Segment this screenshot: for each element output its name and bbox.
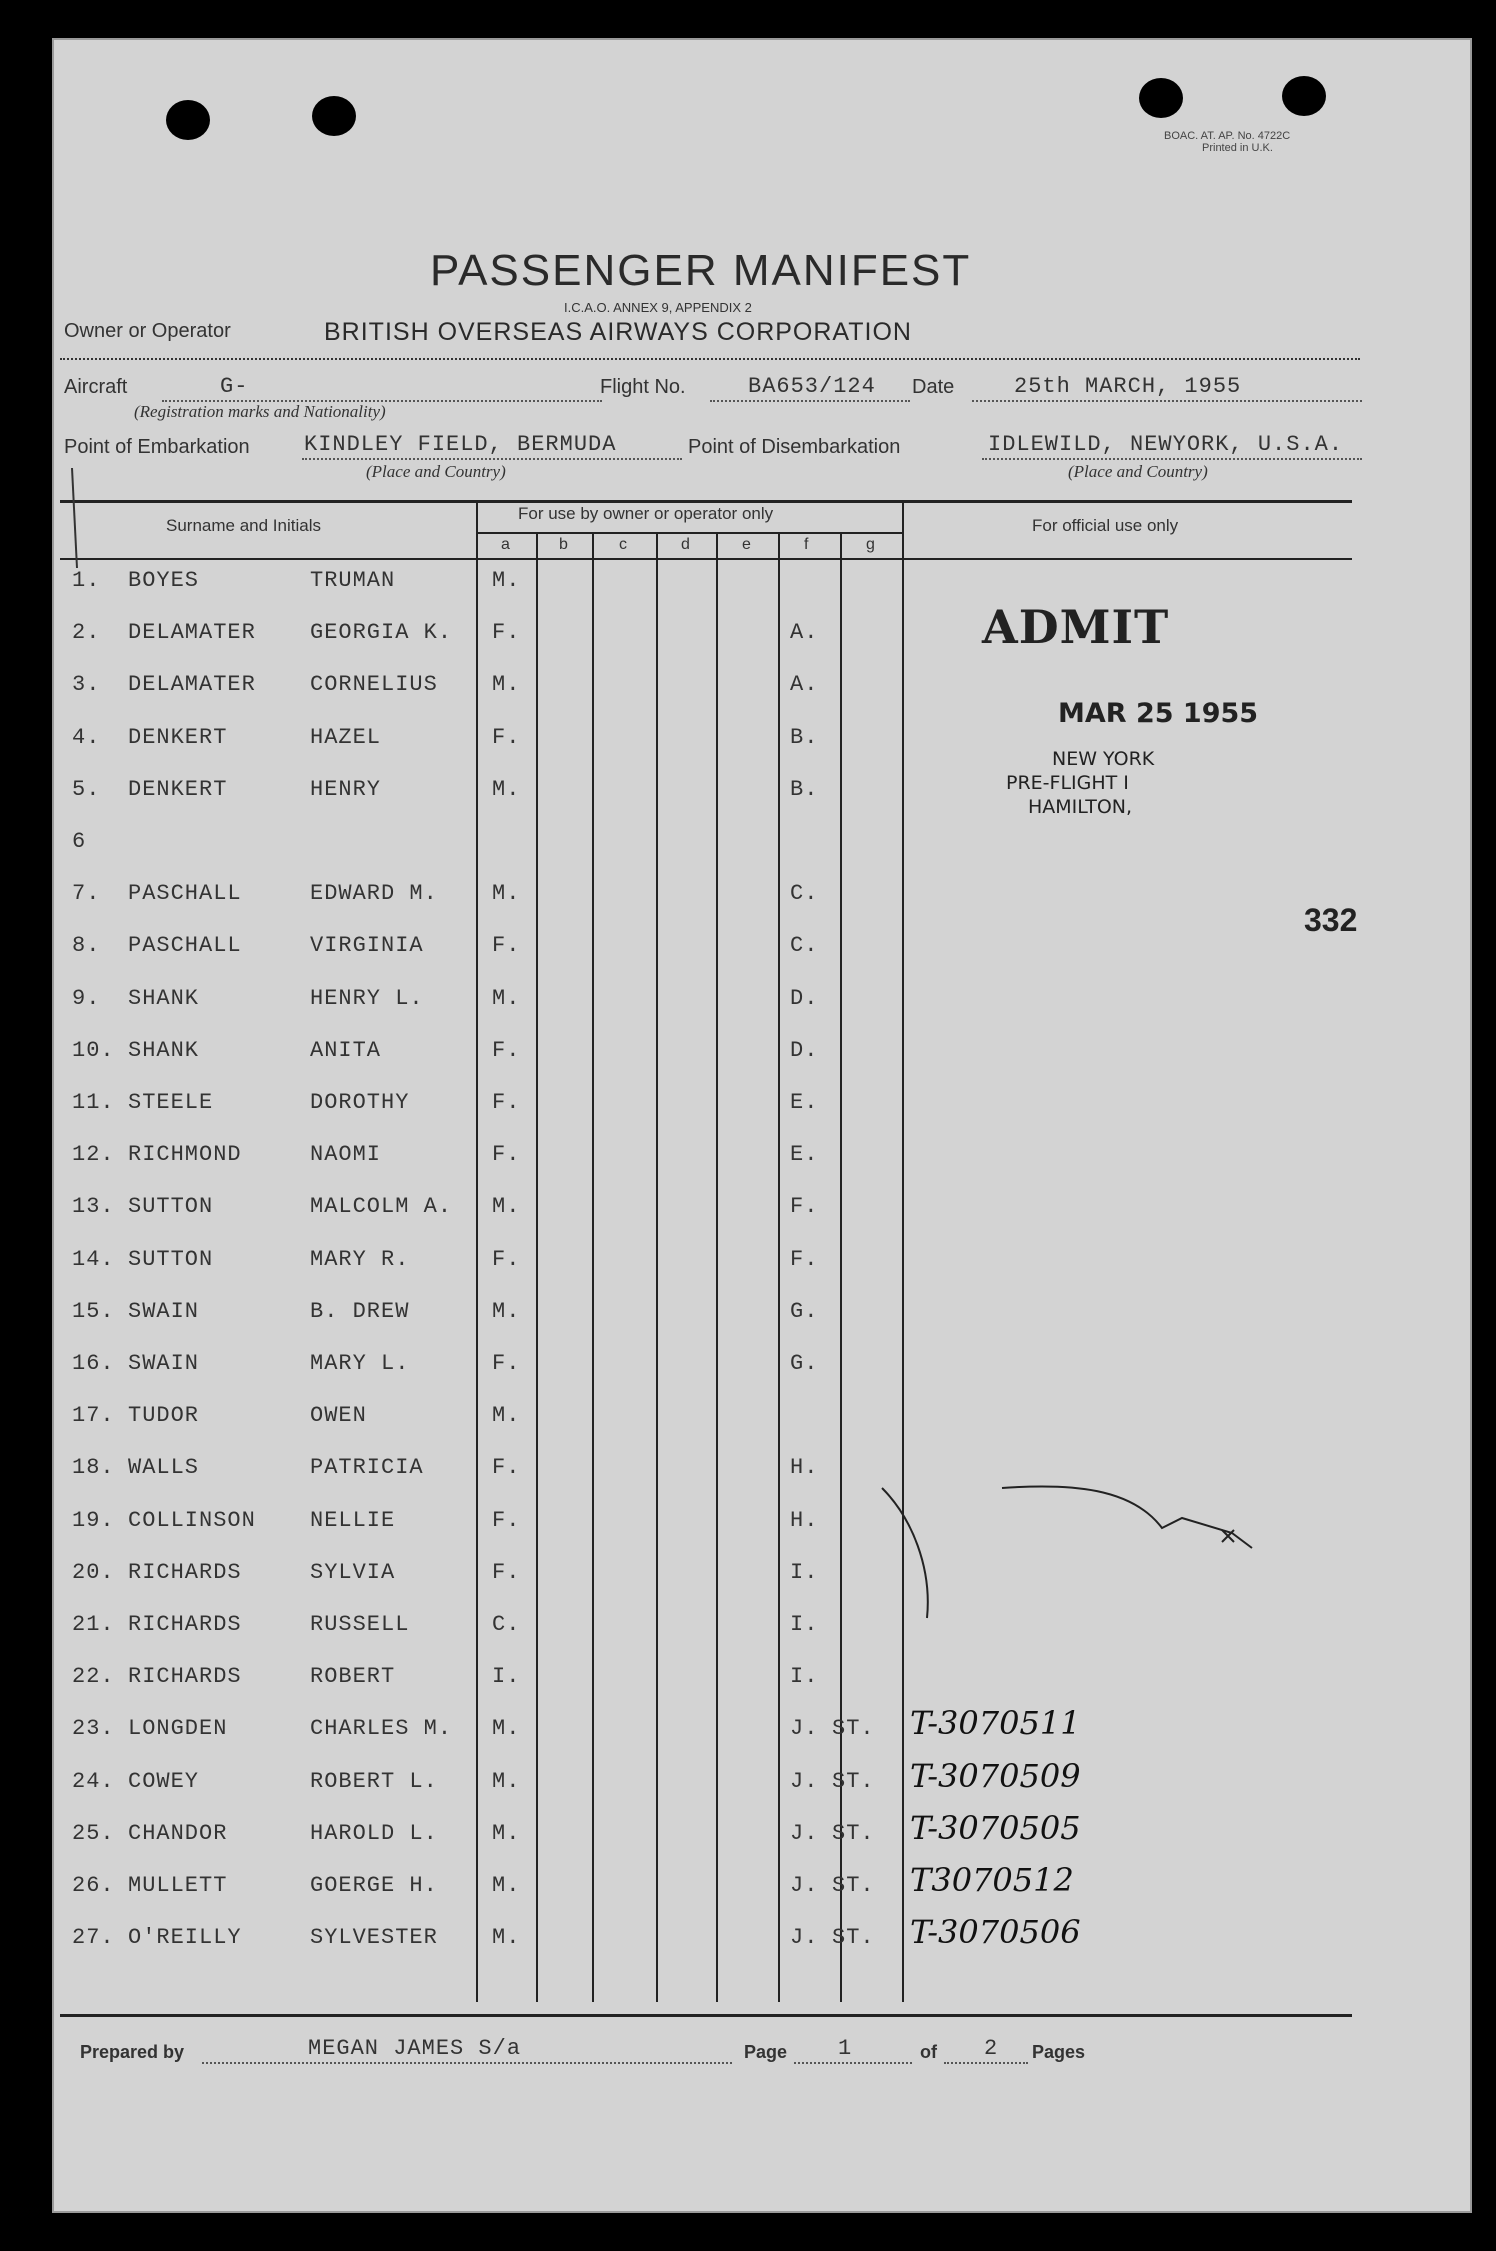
column-g-value: ST. [832, 1873, 875, 1898]
admit-stamp-line1: NEW YORK [1052, 748, 1155, 770]
column-f-value: F. [790, 1246, 819, 1272]
row-number: 2. [72, 620, 101, 646]
disembarkation-line [982, 458, 1362, 460]
admit-stamp-line3: HAMILTON, [1028, 796, 1133, 818]
passenger-given-name: NAOMI [310, 1142, 382, 1168]
passenger-surname: DENKERT [128, 776, 228, 802]
passenger-given-name: ROBERT L. [310, 1768, 438, 1794]
column-a-value: M. [492, 1820, 521, 1846]
row-number: 7. [72, 881, 101, 907]
column-f-value: E. [790, 1142, 819, 1168]
passenger-surname: SHANK [128, 985, 200, 1011]
column-f-value: H. [790, 1507, 819, 1533]
passenger-surname: TUDOR [128, 1403, 200, 1429]
passenger-surname: RICHARDS [128, 1559, 242, 1585]
col-divider-c [592, 532, 594, 2002]
passenger-surname: SWAIN [128, 1351, 200, 1376]
passenger-given-name: SYLVIA [310, 1559, 396, 1585]
row-number: 23. [72, 1716, 115, 1742]
passenger-given-name: OWEN [310, 1403, 367, 1429]
punch-hole [1139, 78, 1183, 118]
row-number: 14. [72, 1246, 115, 1272]
of-value: 2 [984, 2036, 999, 2061]
column-f-value: J. [790, 1716, 819, 1742]
passenger-given-name: SYLVESTER [310, 1925, 438, 1951]
column-header-f: f [804, 536, 809, 553]
embarkation-label: Point of Embarkation [64, 436, 250, 458]
form-ref-line2: Printed in U.K. [1202, 142, 1273, 154]
row-number: 26. [72, 1873, 115, 1898]
passenger-given-name: MARY R. [310, 1246, 410, 1272]
date-label: Date [912, 376, 955, 398]
row-number: 11. [72, 1090, 115, 1115]
passenger-given-name: CHARLES M. [310, 1716, 453, 1742]
passenger-given-name: NELLIE [310, 1507, 396, 1533]
date-line [972, 400, 1362, 402]
col-divider-d [656, 532, 658, 2002]
passenger-surname: PASCHALL [128, 933, 242, 959]
column-f-value: H. [790, 1455, 819, 1481]
column-f-value: C. [790, 881, 819, 907]
column-a-value: M. [492, 1873, 521, 1898]
row-number: 15. [72, 1298, 115, 1324]
passenger-given-name: ANITA [310, 1037, 382, 1063]
column-a-value: C. [492, 1612, 521, 1637]
column-f-value: B. [790, 776, 819, 802]
column-g-value: ST. [832, 1925, 875, 1951]
form-ref-line1: BOAC. AT. AP. No. 4722C [1164, 130, 1291, 142]
passenger-surname: WALLS [128, 1455, 200, 1481]
column-a-value: F. [492, 1037, 521, 1063]
passenger-surname: RICHARDS [128, 1612, 242, 1637]
column-a-value: I. [492, 1664, 521, 1690]
passenger-given-name: EDWARD M. [310, 881, 438, 907]
column-a-value: F. [492, 1507, 521, 1533]
passenger-given-name: RUSSELL [310, 1612, 410, 1637]
row-number: 27. [72, 1925, 115, 1951]
disembarkation-value: IDLEWILD, NEWYORK, U.S.A. [988, 432, 1344, 457]
column-f-value: A. [790, 672, 819, 698]
punch-hole [1282, 76, 1326, 116]
passenger-surname: DENKERT [128, 724, 228, 750]
column-f-value: A. [790, 620, 819, 646]
col-divider-official [902, 500, 904, 2002]
passenger-given-name: GOERGE H. [310, 1873, 438, 1898]
column-header-c: c [619, 536, 627, 553]
ticket-number: T-3070505 [910, 1808, 1081, 1847]
passenger-surname: COWEY [128, 1768, 200, 1794]
table-top-border [60, 500, 1352, 503]
pages-label: Pages [1032, 2042, 1086, 2062]
column-f-value: J. [790, 1820, 819, 1846]
passenger-given-name: MALCOLM A. [310, 1194, 453, 1220]
pen-bracket [52, 458, 112, 578]
ticket-number: T-3070506 [910, 1913, 1081, 1952]
column-f-value: C. [790, 933, 819, 959]
column-f-value: I. [790, 1612, 819, 1637]
row-number: 9. [72, 985, 101, 1011]
flight-value: BA653/124 [748, 374, 876, 399]
column-a-value: F. [492, 620, 521, 646]
passenger-surname: CHANDOR [128, 1820, 228, 1846]
passenger-surname: RICHARDS [128, 1664, 242, 1690]
passenger-surname: DELAMATER [128, 620, 256, 646]
column-a-value: M. [492, 1403, 521, 1429]
row-number: 6 [72, 829, 87, 854]
row-number: 16. [72, 1351, 115, 1376]
column-f-value: J. [790, 1873, 819, 1898]
row-number: 13. [72, 1194, 115, 1220]
passenger-given-name: B. DREW [310, 1298, 410, 1324]
manifest-sheet [52, 38, 1472, 2213]
row-number: 20. [72, 1559, 115, 1585]
column-header-b: b [559, 536, 568, 553]
column-f-value: D. [790, 1037, 819, 1063]
column-a-value: F. [492, 1559, 521, 1585]
passenger-given-name: HENRY [310, 776, 382, 802]
row-number: 3. [72, 672, 101, 698]
passenger-given-name: MARY L. [310, 1351, 410, 1376]
column-header-g: g [866, 536, 875, 553]
column-f-value: B. [790, 724, 819, 750]
column-a-value: F. [492, 1351, 521, 1376]
row-number: 21. [72, 1612, 115, 1637]
column-a-value: F. [492, 1090, 521, 1115]
column-a-value: F. [492, 933, 521, 959]
column-f-value: G. [790, 1298, 819, 1324]
disembarkation-label: Point of Disembarkation [688, 436, 901, 458]
passenger-surname: STEELE [128, 1090, 214, 1115]
column-a-value: M. [492, 1768, 521, 1794]
row-number: 18. [72, 1455, 115, 1481]
passenger-given-name: DOROTHY [310, 1090, 410, 1115]
embarkation-note: (Place and Country) [366, 462, 506, 481]
ticket-number: T3070512 [910, 1861, 1074, 1899]
row-number: 10. [72, 1037, 115, 1063]
col-divider-b [536, 532, 538, 2002]
column-a-value: F. [492, 724, 521, 750]
row-number: 22. [72, 1664, 115, 1690]
embarkation-line [302, 458, 682, 460]
passenger-surname: RICHMOND [128, 1142, 242, 1168]
passenger-given-name: HAROLD L. [310, 1820, 438, 1846]
punch-hole [312, 96, 356, 136]
passenger-given-name: VIRGINIA [310, 933, 424, 959]
ticket-number: T-3070509 [910, 1756, 1081, 1795]
column-a-value: M. [492, 672, 521, 698]
official-use-header: For official use only [1032, 516, 1179, 535]
passenger-surname: BOYES [128, 568, 200, 593]
row-number: 8. [72, 933, 101, 959]
col-divider-e [716, 532, 718, 2002]
column-g-value: ST. [832, 1716, 875, 1742]
prepared-line [202, 2062, 732, 2064]
of-line [944, 2062, 1028, 2064]
admit-stamp-date: MAR 25 1955 [1058, 698, 1259, 729]
owner-use-header: For use by owner or operator only [518, 504, 774, 523]
aircraft-note: (Registration marks and Nationality) [134, 402, 386, 421]
column-header-a: a [501, 536, 510, 553]
passenger-given-name: ROBERT [310, 1664, 396, 1690]
disembarkation-note: (Place and Country) [1068, 462, 1208, 481]
page-title: PASSENGER MANIFEST [430, 246, 972, 295]
passenger-given-name: HAZEL [310, 724, 382, 750]
table-header-border [60, 558, 1352, 560]
passenger-given-name: CORNELIUS [310, 672, 438, 698]
passenger-surname: LONGDEN [128, 1716, 228, 1742]
column-a-value: F. [492, 1142, 521, 1168]
column-a-value: M. [492, 1925, 521, 1951]
row-number: 17. [72, 1403, 115, 1429]
pen-scribble [872, 1468, 1292, 1628]
flight-label: Flight No. [600, 376, 686, 398]
side-number: 332 [1304, 902, 1358, 938]
page-value: 1 [838, 2036, 853, 2061]
column-f-value: J. [790, 1768, 819, 1794]
aircraft-label: Aircraft [64, 376, 128, 398]
column-a-value: M. [492, 881, 521, 907]
divider [60, 358, 1360, 360]
column-a-value: M. [492, 985, 521, 1011]
row-number: 12. [72, 1142, 115, 1168]
passenger-given-name: GEORGIA K. [310, 620, 453, 646]
passenger-given-name: PATRICIA [310, 1455, 424, 1481]
passenger-surname: PASCHALL [128, 881, 242, 907]
admit-stamp-word: ADMIT [982, 600, 1170, 654]
row-number: 25. [72, 1820, 115, 1846]
passenger-surname: O'REILLY [128, 1925, 242, 1951]
prepared-value: MEGAN JAMES S/a [308, 2036, 522, 2061]
surname-header: Surname and Initials [166, 516, 321, 535]
row-number: 5. [72, 776, 101, 802]
flight-line [710, 400, 910, 402]
passenger-given-name: HENRY L. [310, 985, 424, 1011]
column-header-d: d [681, 536, 690, 553]
row-number: 1. [72, 568, 101, 593]
column-a-value: M. [492, 568, 521, 593]
column-f-value: F. [790, 1194, 819, 1220]
passenger-surname: SUTTON [128, 1194, 214, 1220]
punch-hole [166, 100, 210, 140]
column-f-value: J. [790, 1925, 819, 1951]
column-a-value: M. [492, 1716, 521, 1742]
column-g-value: ST. [832, 1820, 875, 1846]
column-a-value: M. [492, 1194, 521, 1220]
row-number: 4. [72, 724, 101, 750]
passenger-surname: SUTTON [128, 1246, 214, 1272]
passenger-surname: SWAIN [128, 1298, 200, 1324]
date-value: 25th MARCH, 1955 [1014, 374, 1242, 399]
passenger-surname: COLLINSON [128, 1507, 256, 1533]
passenger-surname: DELAMATER [128, 672, 256, 698]
column-a-value: M. [492, 1298, 521, 1324]
page-line [794, 2062, 912, 2064]
admit-stamp-line2: PRE-FLIGHT I [1006, 772, 1129, 794]
passenger-given-name: TRUMAN [310, 568, 396, 593]
column-f-value: I. [790, 1664, 819, 1690]
page-subtitle: I.C.A.O. ANNEX 9, APPENDIX 2 [564, 300, 752, 315]
of-label: of [920, 2042, 937, 2062]
column-g-value: ST. [832, 1768, 875, 1794]
col-divider-f [778, 532, 780, 2002]
row-number: 24. [72, 1768, 115, 1794]
embarkation-value: KINDLEY FIELD, BERMUDA [304, 432, 617, 457]
operator-label: Owner or Operator [64, 320, 231, 342]
footer-border [60, 2014, 1352, 2017]
passenger-surname: SHANK [128, 1037, 200, 1063]
column-f-value: G. [790, 1351, 819, 1376]
passenger-surname: MULLETT [128, 1873, 228, 1898]
column-a-value: F. [492, 1246, 521, 1272]
row-number: 19. [72, 1507, 115, 1533]
prepared-label: Prepared by [80, 2042, 185, 2062]
column-a-value: F. [492, 1455, 521, 1481]
column-header-e: e [742, 536, 751, 553]
aircraft-value: G- [220, 374, 249, 399]
page-label: Page [744, 2042, 788, 2062]
column-f-value: I. [790, 1559, 819, 1585]
column-f-value: E. [790, 1090, 819, 1115]
column-f-value: D. [790, 985, 819, 1011]
col-divider-a [476, 500, 478, 2002]
ticket-number: T-3070511 [910, 1704, 1081, 1743]
column-a-value: M. [492, 776, 521, 802]
operator-value: BRITISH OVERSEAS AIRWAYS CORPORATION [324, 318, 912, 346]
